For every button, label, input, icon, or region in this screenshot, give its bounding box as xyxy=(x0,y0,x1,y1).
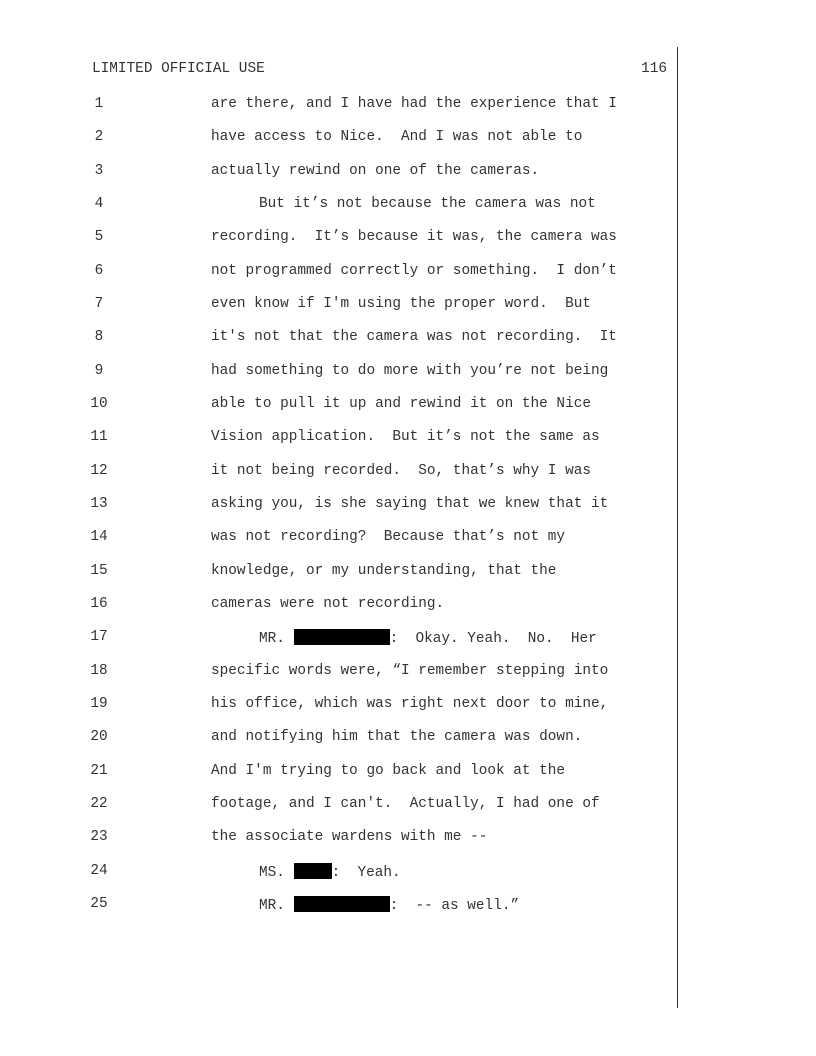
line-number: 13 xyxy=(90,496,108,512)
line-text: are there, and I have had the experience that I xyxy=(211,96,617,112)
line-text: cameras were not recording. xyxy=(211,596,445,612)
line-number: 10 xyxy=(90,396,108,412)
line-number: 12 xyxy=(90,463,108,479)
transcript-line xyxy=(0,429,816,449)
transcript-line xyxy=(0,496,816,516)
transcript-line xyxy=(0,629,816,649)
speaker-prefix: MS. xyxy=(259,865,285,881)
line-text: Vision application. But it’s not the same as xyxy=(211,429,600,445)
line-number: 20 xyxy=(90,729,108,745)
line-number: 4 xyxy=(94,196,104,212)
line-number: 7 xyxy=(94,296,104,312)
line-text: it not being recorded. So, that’s why I was xyxy=(211,463,591,479)
line-number: 23 xyxy=(90,829,108,845)
speaker-remark: : -- as well.” xyxy=(389,898,520,914)
line-text: it's not that the camera was not recording. It xyxy=(211,329,617,345)
line-number: 8 xyxy=(94,329,104,345)
transcript-line xyxy=(0,196,816,216)
page-number: 116 xyxy=(641,61,667,77)
speaker-prefix: MR. xyxy=(259,631,285,647)
transcript-line xyxy=(0,229,816,249)
line-text: actually rewind on one of the cameras. xyxy=(211,163,540,179)
line-text: But it’s not because the camera was not xyxy=(259,196,596,212)
transcript-line xyxy=(0,529,816,549)
transcript-line xyxy=(0,363,816,383)
speaker-remark: : Okay. Yeah. No. Her xyxy=(389,631,597,647)
line-number: 22 xyxy=(90,796,108,812)
transcript-line xyxy=(0,763,816,783)
line-text: recording. It’s because it was, the camera was xyxy=(211,229,617,245)
transcript-line xyxy=(0,829,816,849)
line-number: 2 xyxy=(94,129,104,145)
transcript-line xyxy=(0,396,816,416)
transcript-line xyxy=(0,796,816,816)
transcript-line xyxy=(0,263,816,283)
line-text: able to pull it up and rewind it on the Nice xyxy=(211,396,591,412)
line-number: 5 xyxy=(94,229,104,245)
line-text: footage, and I can't. Actually, I had one of xyxy=(211,796,600,812)
line-number: 14 xyxy=(90,529,108,545)
transcript-line xyxy=(0,729,816,749)
line-number: 11 xyxy=(90,429,108,445)
line-number: 9 xyxy=(94,363,104,379)
line-text xyxy=(259,863,401,881)
line-text: had something to do more with you’re not being xyxy=(211,363,609,379)
line-number: 1 xyxy=(94,96,104,112)
transcript-line xyxy=(0,663,816,683)
line-text: his office, which was right next door to mine, xyxy=(211,696,609,712)
line-text xyxy=(259,896,519,914)
transcript-line xyxy=(0,463,816,483)
transcript-line xyxy=(0,596,816,616)
speaker-prefix: MR. xyxy=(259,898,285,914)
line-number: 24 xyxy=(90,863,108,879)
line-number: 6 xyxy=(94,263,104,279)
transcript-line xyxy=(0,163,816,183)
line-number: 18 xyxy=(90,663,108,679)
transcript-line xyxy=(0,863,816,883)
transcript-line xyxy=(0,129,816,149)
line-text: not programmed correctly or something. I don’t xyxy=(211,263,617,279)
transcript-line xyxy=(0,96,816,116)
line-text: even know if I'm using the proper word. But xyxy=(211,296,591,312)
line-number: 15 xyxy=(90,563,108,579)
redacted-name xyxy=(294,629,390,645)
line-text: and notifying him that the camera was down. xyxy=(211,729,583,745)
transcript-line xyxy=(0,296,816,316)
line-text: knowledge, or my understanding, that the xyxy=(211,563,557,579)
line-text: the associate wardens with me -- xyxy=(211,829,488,845)
line-number: 25 xyxy=(90,896,108,912)
line-number: 3 xyxy=(94,163,104,179)
transcript-line xyxy=(0,329,816,349)
line-text: And I'm trying to go back and look at the xyxy=(211,763,566,779)
transcript-line xyxy=(0,696,816,716)
line-text: specific words were, “I remember stepping into xyxy=(211,663,609,679)
line-number: 17 xyxy=(90,629,108,645)
line-text: was not recording? Because that’s not my xyxy=(211,529,566,545)
classification-header: LIMITED OFFICIAL USE xyxy=(92,61,265,77)
line-number: 19 xyxy=(90,696,108,712)
line-text: asking you, is she saying that we knew that it xyxy=(211,496,609,512)
transcript-line xyxy=(0,563,816,583)
redacted-name xyxy=(294,863,332,879)
line-number: 16 xyxy=(90,596,108,612)
transcript-line xyxy=(0,896,816,916)
speaker-remark: : Yeah. xyxy=(331,865,401,881)
line-text xyxy=(259,629,597,647)
line-number: 21 xyxy=(90,763,108,779)
redacted-name xyxy=(294,896,390,912)
line-text: have access to Nice. And I was not able to xyxy=(211,129,583,145)
